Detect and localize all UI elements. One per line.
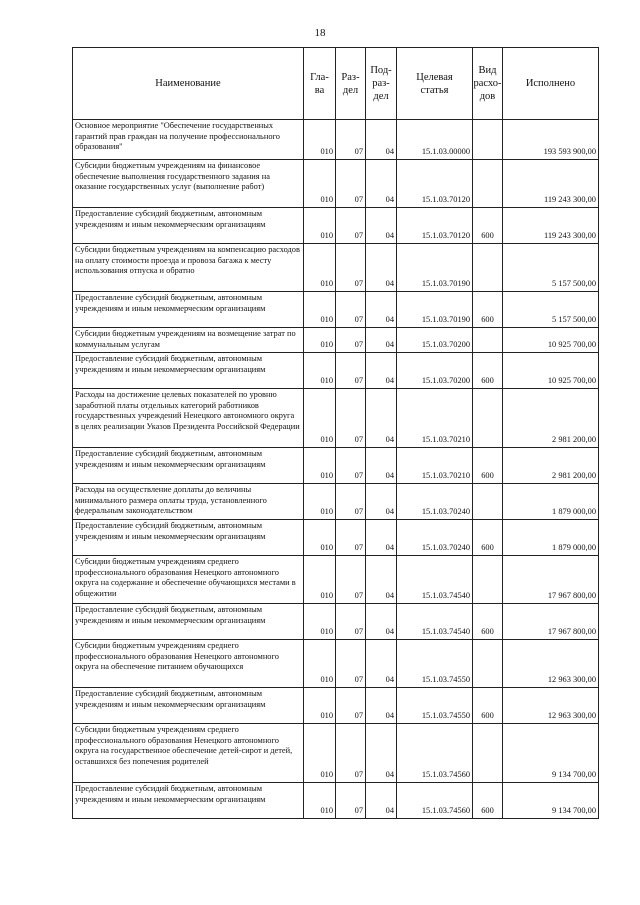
- table-header-row: [73, 48, 599, 120]
- cell-name: Предоставление субсидий бюджетным, автономным учреждениям и иным некоммерческим организациям: [73, 208, 304, 244]
- cell-glava: 010: [304, 292, 336, 328]
- cell-target: 15.1.03.70210: [397, 389, 473, 448]
- cell-vid: 600: [473, 292, 503, 328]
- header-razdel: Раз- дел: [336, 48, 366, 120]
- cell-podrazdel: 04: [366, 120, 397, 160]
- cell-vid: 600: [473, 448, 503, 484]
- table-row: [73, 389, 599, 448]
- table-row: [73, 353, 599, 389]
- header-target: Целевая статья: [397, 48, 473, 120]
- cell-target: 15.1.03.70210: [397, 448, 473, 484]
- cell-podrazdel: 04: [366, 556, 397, 604]
- cell-glava: 010: [304, 783, 336, 819]
- cell-vid: [473, 724, 503, 783]
- cell-vid: [473, 328, 503, 353]
- cell-podrazdel: 04: [366, 448, 397, 484]
- cell-podrazdel: 04: [366, 389, 397, 448]
- table-row: [73, 292, 599, 328]
- cell-name: Субсидии бюджетным учреждениям среднего профессионального образования Ненецкого автономного округа на государственное обеспечение детей-сирот и детей, оставшихся без попечения родителей: [73, 724, 304, 783]
- table-row: [73, 448, 599, 484]
- cell-vid: 600: [473, 208, 503, 244]
- cell-razdel: 07: [336, 389, 366, 448]
- cell-podrazdel: 04: [366, 688, 397, 724]
- cell-razdel: 07: [336, 328, 366, 353]
- cell-razdel: 07: [336, 688, 366, 724]
- page-number: 18: [314, 27, 326, 39]
- cell-podrazdel: 04: [366, 353, 397, 389]
- cell-target: 15.1.03.74550: [397, 640, 473, 688]
- cell-executed: 5 157 500,00: [503, 292, 599, 328]
- cell-podrazdel: 04: [366, 484, 397, 520]
- cell-executed: 119 243 300,00: [503, 208, 599, 244]
- cell-target: 15.1.03.74550: [397, 688, 473, 724]
- cell-target: 15.1.03.70200: [397, 353, 473, 389]
- cell-vid: [473, 556, 503, 604]
- cell-vid: 600: [473, 520, 503, 556]
- cell-executed: 10 925 700,00: [503, 353, 599, 389]
- table-body: [73, 120, 599, 819]
- cell-glava: 010: [304, 120, 336, 160]
- header-vid: Вид расхо- дов: [473, 48, 503, 120]
- cell-glava: 010: [304, 160, 336, 208]
- table-row: [73, 520, 599, 556]
- cell-target: 15.1.03.74540: [397, 604, 473, 640]
- cell-glava: 010: [304, 520, 336, 556]
- header-executed: Исполнено: [503, 48, 599, 120]
- cell-glava: 010: [304, 208, 336, 244]
- cell-vid: [473, 389, 503, 448]
- cell-vid: [473, 244, 503, 292]
- cell-razdel: 07: [336, 640, 366, 688]
- table-row: [73, 724, 599, 783]
- cell-vid: [473, 484, 503, 520]
- cell-name: Предоставление субсидий бюджетным, автономным учреждениям и иным некоммерческим организациям: [73, 353, 304, 389]
- table-row: [73, 640, 599, 688]
- cell-glava: 010: [304, 688, 336, 724]
- cell-executed: 12 963 300,00: [503, 688, 599, 724]
- cell-name: Предоставление субсидий бюджетным, автономным учреждениям и иным некоммерческим организациям: [73, 448, 304, 484]
- cell-executed: 193 593 900,00: [503, 120, 599, 160]
- cell-podrazdel: 04: [366, 160, 397, 208]
- cell-executed: 17 967 800,00: [503, 556, 599, 604]
- cell-name: Расходы на осуществление доплаты до величины минимального размера оплаты труда, установленного федеральным законодательством: [73, 484, 304, 520]
- cell-podrazdel: 04: [366, 208, 397, 244]
- cell-name: Субсидии бюджетным учреждениям на финансовое обеспечение выполнения государственного задания на оказание государственных услуг (выполнение работ): [73, 160, 304, 208]
- cell-razdel: 07: [336, 160, 366, 208]
- cell-target: 15.1.03.70240: [397, 484, 473, 520]
- cell-razdel: 07: [336, 244, 366, 292]
- cell-name: Предоставление субсидий бюджетным, автономным учреждениям и иным некоммерческим организациям: [73, 292, 304, 328]
- cell-podrazdel: 04: [366, 520, 397, 556]
- table-row: [73, 328, 599, 353]
- cell-name: Субсидии бюджетным учреждениям на компенсацию расходов на оплату стоимости проезда и провоза багажа к месту использования отпуска и обратно: [73, 244, 304, 292]
- cell-razdel: 07: [336, 520, 366, 556]
- cell-razdel: 07: [336, 724, 366, 783]
- table-row: [73, 556, 599, 604]
- cell-executed: 2 981 200,00: [503, 448, 599, 484]
- cell-podrazdel: 04: [366, 604, 397, 640]
- cell-target: 15.1.03.00000: [397, 120, 473, 160]
- cell-razdel: 07: [336, 208, 366, 244]
- cell-executed: 1 879 000,00: [503, 520, 599, 556]
- cell-target: 15.1.03.74560: [397, 783, 473, 819]
- cell-name: Предоставление субсидий бюджетным, автономным учреждениям и иным некоммерческим организациям: [73, 783, 304, 819]
- table-row: [73, 244, 599, 292]
- cell-executed: 1 879 000,00: [503, 484, 599, 520]
- cell-vid: 600: [473, 604, 503, 640]
- cell-podrazdel: 04: [366, 783, 397, 819]
- header-podrazdel: Под- раз- дел: [366, 48, 397, 120]
- cell-target: 15.1.03.74540: [397, 556, 473, 604]
- cell-vid: 600: [473, 783, 503, 819]
- cell-razdel: 07: [336, 353, 366, 389]
- cell-podrazdel: 04: [366, 640, 397, 688]
- cell-glava: 010: [304, 328, 336, 353]
- cell-glava: 010: [304, 640, 336, 688]
- cell-glava: 010: [304, 724, 336, 783]
- cell-vid: 600: [473, 353, 503, 389]
- cell-target: 15.1.03.70200: [397, 328, 473, 353]
- cell-razdel: 07: [336, 604, 366, 640]
- cell-vid: [473, 160, 503, 208]
- header-glava: Гла- ва: [304, 48, 336, 120]
- cell-name: Расходы на достижение целевых показателей по уровню заработной платы отдельных категорий работников государственных учреждений Ненецкого автономного округа в целях реализации Указов Президента Российской Федерации: [73, 389, 304, 448]
- cell-razdel: 07: [336, 484, 366, 520]
- cell-glava: 010: [304, 604, 336, 640]
- table-row: [73, 120, 599, 160]
- table-row: [73, 484, 599, 520]
- cell-name: Предоставление субсидий бюджетным, автономным учреждениям и иным некоммерческим организациям: [73, 520, 304, 556]
- cell-executed: 17 967 800,00: [503, 604, 599, 640]
- cell-name: Основное мероприятие "Обеспечение государственных гарантий прав граждан на получение профессионального образования": [73, 120, 304, 160]
- cell-glava: 010: [304, 389, 336, 448]
- cell-glava: 010: [304, 244, 336, 292]
- cell-glava: 010: [304, 448, 336, 484]
- cell-podrazdel: 04: [366, 328, 397, 353]
- budget-table: [72, 47, 599, 819]
- cell-name: Предоставление субсидий бюджетным, автономным учреждениям и иным некоммерческим организациям: [73, 688, 304, 724]
- cell-glava: 010: [304, 353, 336, 389]
- cell-executed: 2 981 200,00: [503, 389, 599, 448]
- cell-executed: 5 157 500,00: [503, 244, 599, 292]
- table-row: [73, 208, 599, 244]
- cell-name: Субсидии бюджетным учреждениям на возмещение затрат по коммунальным услугам: [73, 328, 304, 353]
- cell-target: 15.1.03.70120: [397, 208, 473, 244]
- cell-glava: 010: [304, 556, 336, 604]
- cell-name: Субсидии бюджетным учреждениям среднего профессионального образования Ненецкого автономного округа на обеспечение питанием обучающихся: [73, 640, 304, 688]
- cell-razdel: 07: [336, 120, 366, 160]
- cell-executed: 10 925 700,00: [503, 328, 599, 353]
- table-row: [73, 783, 599, 819]
- table-row: [73, 604, 599, 640]
- cell-executed: 9 134 700,00: [503, 724, 599, 783]
- cell-glava: 010: [304, 484, 336, 520]
- cell-target: 15.1.03.74560: [397, 724, 473, 783]
- cell-razdel: 07: [336, 448, 366, 484]
- cell-name: Предоставление субсидий бюджетным, автономным учреждениям и иным некоммерческим организациям: [73, 604, 304, 640]
- table-row: [73, 688, 599, 724]
- cell-razdel: 07: [336, 556, 366, 604]
- cell-executed: 119 243 300,00: [503, 160, 599, 208]
- table-row: [73, 160, 599, 208]
- cell-razdel: 07: [336, 783, 366, 819]
- cell-target: 15.1.03.70190: [397, 292, 473, 328]
- cell-podrazdel: 04: [366, 292, 397, 328]
- cell-target: 15.1.03.70240: [397, 520, 473, 556]
- cell-vid: [473, 120, 503, 160]
- cell-executed: 12 963 300,00: [503, 640, 599, 688]
- cell-target: 15.1.03.70120: [397, 160, 473, 208]
- cell-executed: 9 134 700,00: [503, 783, 599, 819]
- cell-razdel: 07: [336, 292, 366, 328]
- cell-vid: 600: [473, 688, 503, 724]
- cell-target: 15.1.03.70190: [397, 244, 473, 292]
- cell-podrazdel: 04: [366, 724, 397, 783]
- cell-vid: [473, 640, 503, 688]
- header-name: Наименование: [73, 48, 304, 120]
- cell-name: Субсидии бюджетным учреждениям среднего профессионального образования Ненецкого автономного округа на содержание и обеспечение обучающихся местами в общежитии: [73, 556, 304, 604]
- cell-podrazdel: 04: [366, 244, 397, 292]
